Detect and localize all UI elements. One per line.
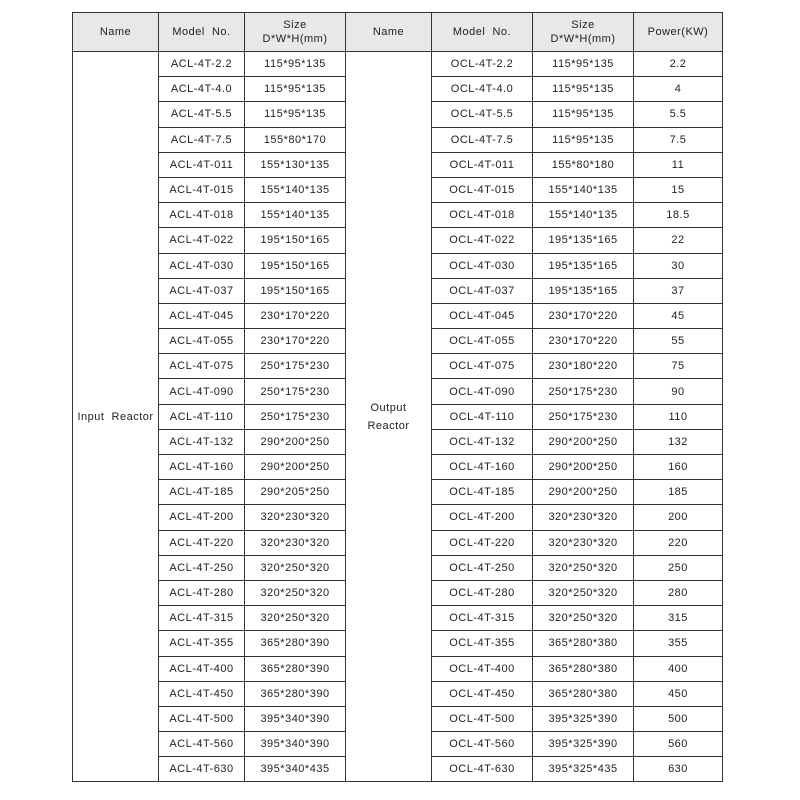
power-cell: 132 (634, 429, 723, 454)
input-model-cell: ACL-4T-110 (159, 404, 245, 429)
output-size-cell: 195*135*165 (533, 278, 634, 303)
input-size-cell: 115*95*135 (245, 102, 346, 127)
header-model-left: Model No. (159, 13, 245, 52)
output-model-cell: OCL-4T-018 (432, 203, 533, 228)
input-size-cell: 230*170*220 (245, 303, 346, 328)
power-cell: 18.5 (634, 203, 723, 228)
input-size-cell: 320*250*320 (245, 580, 346, 605)
input-model-cell: ACL-4T-7.5 (159, 127, 245, 152)
output-size-cell: 320*230*320 (533, 505, 634, 530)
header-size-left (245, 13, 346, 52)
output-size-cell: 320*250*320 (533, 555, 634, 580)
output-size-cell: 230*170*220 (533, 303, 634, 328)
output-model-cell: OCL-4T-030 (432, 253, 533, 278)
input-model-cell: ACL-4T-5.5 (159, 102, 245, 127)
output-size-cell: 195*135*165 (533, 228, 634, 253)
output-model-cell: OCL-4T-560 (432, 732, 533, 757)
input-size-cell: 230*170*220 (245, 329, 346, 354)
output-size-cell: 290*200*250 (533, 480, 634, 505)
power-cell: 55 (634, 329, 723, 354)
output-size-cell: 155*140*135 (533, 177, 634, 202)
header-name-right: Name (346, 13, 432, 52)
input-size-cell: 155*130*135 (245, 152, 346, 177)
input-size-cell: 155*140*135 (245, 177, 346, 202)
power-cell: 560 (634, 732, 723, 757)
input-model-cell: ACL-4T-500 (159, 706, 245, 731)
power-cell: 220 (634, 530, 723, 555)
power-cell: 185 (634, 480, 723, 505)
input-size-cell: 365*280*390 (245, 631, 346, 656)
header-size-right-line1: Size (571, 19, 595, 31)
output-model-cell: OCL-4T-500 (432, 706, 533, 731)
header-size-left-line1: Size (283, 19, 307, 31)
input-size-cell: 290*200*250 (245, 455, 346, 480)
input-size-cell: 365*280*390 (245, 656, 346, 681)
input-model-cell: ACL-4T-2.2 (159, 52, 245, 77)
power-cell: 15 (634, 177, 723, 202)
output-reactor-group-label: Output Reactor (346, 52, 432, 782)
power-cell: 45 (634, 303, 723, 328)
input-size-cell: 195*150*165 (245, 278, 346, 303)
power-cell: 30 (634, 253, 723, 278)
input-size-cell: 195*150*165 (245, 228, 346, 253)
power-cell: 22 (634, 228, 723, 253)
input-model-cell: ACL-4T-4.0 (159, 77, 245, 102)
power-cell: 75 (634, 354, 723, 379)
output-model-cell: OCL-4T-2.2 (432, 52, 533, 77)
input-size-cell: 195*150*165 (245, 253, 346, 278)
input-model-cell: ACL-4T-132 (159, 429, 245, 454)
input-size-cell: 115*95*135 (245, 52, 346, 77)
input-model-cell: ACL-4T-400 (159, 656, 245, 681)
output-model-cell: OCL-4T-200 (432, 505, 533, 530)
input-size-cell: 365*280*390 (245, 681, 346, 706)
output-model-cell: OCL-4T-250 (432, 555, 533, 580)
input-model-cell: ACL-4T-011 (159, 152, 245, 177)
output-model-cell: OCL-4T-090 (432, 379, 533, 404)
output-size-cell: 115*95*135 (533, 127, 634, 152)
output-model-cell: OCL-4T-037 (432, 278, 533, 303)
output-size-cell: 195*135*165 (533, 253, 634, 278)
output-model-cell: OCL-4T-185 (432, 480, 533, 505)
output-size-cell: 250*175*230 (533, 404, 634, 429)
input-size-cell: 290*205*250 (245, 480, 346, 505)
header-row (73, 13, 723, 52)
power-cell: 400 (634, 656, 723, 681)
input-reactor-group-label: Input Reactor (73, 52, 159, 782)
input-model-cell: ACL-4T-022 (159, 228, 245, 253)
header-size-right (533, 13, 634, 52)
output-size-cell: 395*325*390 (533, 732, 634, 757)
output-model-cell: OCL-4T-7.5 (432, 127, 533, 152)
input-model-cell: ACL-4T-075 (159, 354, 245, 379)
output-model-cell: OCL-4T-220 (432, 530, 533, 555)
output-size-cell: 320*250*320 (533, 606, 634, 631)
header-name-left: Name (73, 13, 159, 52)
input-size-cell: 250*175*230 (245, 379, 346, 404)
input-model-cell: ACL-4T-030 (159, 253, 245, 278)
header-model-right: Model No. (432, 13, 533, 52)
input-model-cell: ACL-4T-015 (159, 177, 245, 202)
input-model-cell: ACL-4T-045 (159, 303, 245, 328)
output-size-cell: 115*95*135 (533, 77, 634, 102)
power-cell: 355 (634, 631, 723, 656)
output-model-cell: OCL-4T-280 (432, 580, 533, 605)
header-size-right-line2: D*W*H(mm) (550, 33, 616, 45)
input-size-cell: 250*175*230 (245, 354, 346, 379)
output-size-cell: 230*180*220 (533, 354, 634, 379)
power-cell: 315 (634, 606, 723, 631)
power-cell: 90 (634, 379, 723, 404)
power-cell: 2.2 (634, 52, 723, 77)
table-row (73, 52, 723, 77)
input-size-cell: 155*140*135 (245, 203, 346, 228)
output-model-cell: OCL-4T-015 (432, 177, 533, 202)
output-model-cell: OCL-4T-630 (432, 757, 533, 782)
input-model-cell: ACL-4T-018 (159, 203, 245, 228)
output-size-cell: 250*175*230 (533, 379, 634, 404)
power-cell: 500 (634, 706, 723, 731)
power-cell: 280 (634, 580, 723, 605)
output-model-cell: OCL-4T-4.0 (432, 77, 533, 102)
power-cell: 630 (634, 757, 723, 782)
input-model-cell: ACL-4T-160 (159, 455, 245, 480)
input-model-cell: ACL-4T-055 (159, 329, 245, 354)
input-model-cell: ACL-4T-630 (159, 757, 245, 782)
output-size-cell: 115*95*135 (533, 52, 634, 77)
output-model-cell: OCL-4T-5.5 (432, 102, 533, 127)
reactor-spec-table (72, 12, 723, 782)
input-model-cell: ACL-4T-280 (159, 580, 245, 605)
input-size-cell: 320*230*320 (245, 505, 346, 530)
power-cell: 37 (634, 278, 723, 303)
input-model-cell: ACL-4T-355 (159, 631, 245, 656)
table-body (73, 52, 723, 782)
output-size-cell: 365*280*380 (533, 656, 634, 681)
input-size-cell: 250*175*230 (245, 404, 346, 429)
power-cell: 7.5 (634, 127, 723, 152)
output-size-cell: 365*280*380 (533, 631, 634, 656)
input-model-cell: ACL-4T-185 (159, 480, 245, 505)
input-size-cell: 320*230*320 (245, 530, 346, 555)
power-cell: 250 (634, 555, 723, 580)
header-size-left-line2: D*W*H(mm) (262, 33, 328, 45)
input-size-cell: 395*340*390 (245, 732, 346, 757)
output-size-cell: 365*280*380 (533, 681, 634, 706)
output-size-cell: 290*200*250 (533, 429, 634, 454)
output-size-cell: 395*325*390 (533, 706, 634, 731)
power-cell: 200 (634, 505, 723, 530)
power-cell: 160 (634, 455, 723, 480)
power-cell: 5.5 (634, 102, 723, 127)
output-size-cell: 320*250*320 (533, 580, 634, 605)
input-model-cell: ACL-4T-090 (159, 379, 245, 404)
output-model-cell: OCL-4T-110 (432, 404, 533, 429)
input-model-cell: ACL-4T-220 (159, 530, 245, 555)
output-model-cell: OCL-4T-450 (432, 681, 533, 706)
output-size-cell: 290*200*250 (533, 455, 634, 480)
output-size-cell: 320*230*320 (533, 530, 634, 555)
input-size-cell: 320*250*320 (245, 555, 346, 580)
output-size-cell: 155*80*180 (533, 152, 634, 177)
output-size-cell: 395*325*435 (533, 757, 634, 782)
output-model-cell: OCL-4T-045 (432, 303, 533, 328)
input-model-cell: ACL-4T-315 (159, 606, 245, 631)
output-model-cell: OCL-4T-400 (432, 656, 533, 681)
input-size-cell: 320*250*320 (245, 606, 346, 631)
output-model-cell: OCL-4T-022 (432, 228, 533, 253)
header-power: Power(KW) (634, 13, 723, 52)
power-cell: 4 (634, 77, 723, 102)
input-model-cell: ACL-4T-560 (159, 732, 245, 757)
output-model-cell: OCL-4T-315 (432, 606, 533, 631)
input-model-cell: ACL-4T-037 (159, 278, 245, 303)
input-size-cell: 155*80*170 (245, 127, 346, 152)
output-model-cell: OCL-4T-075 (432, 354, 533, 379)
power-cell: 450 (634, 681, 723, 706)
input-size-cell: 290*200*250 (245, 429, 346, 454)
output-size-cell: 155*140*135 (533, 203, 634, 228)
input-model-cell: ACL-4T-250 (159, 555, 245, 580)
input-size-cell: 395*340*390 (245, 706, 346, 731)
input-model-cell: ACL-4T-200 (159, 505, 245, 530)
power-cell: 110 (634, 404, 723, 429)
output-model-cell: OCL-4T-132 (432, 429, 533, 454)
power-cell: 11 (634, 152, 723, 177)
input-model-cell: ACL-4T-450 (159, 681, 245, 706)
output-model-cell: OCL-4T-355 (432, 631, 533, 656)
input-size-cell: 395*340*435 (245, 757, 346, 782)
output-model-cell: OCL-4T-055 (432, 329, 533, 354)
output-model-cell: OCL-4T-011 (432, 152, 533, 177)
output-size-cell: 230*170*220 (533, 329, 634, 354)
input-size-cell: 115*95*135 (245, 77, 346, 102)
output-size-cell: 115*95*135 (533, 102, 634, 127)
output-model-cell: OCL-4T-160 (432, 455, 533, 480)
